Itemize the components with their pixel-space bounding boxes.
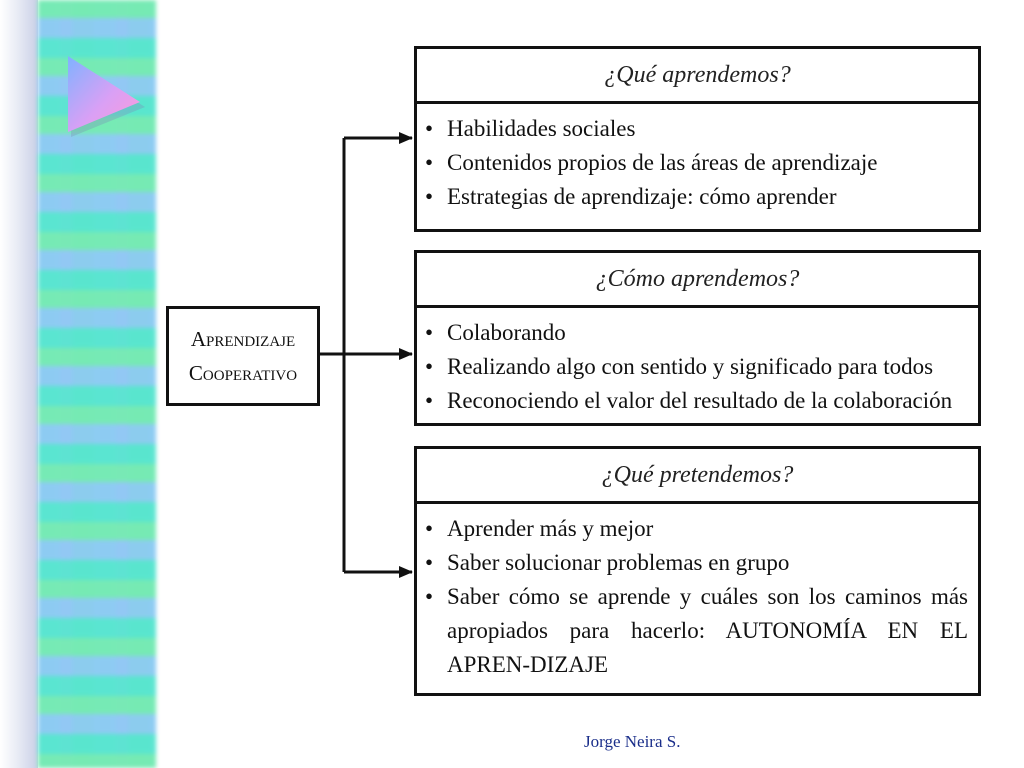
list-item: • Saber cómo se aprende y cuáles son los caminos más apropiados para hacerlo: AUTONOMÍA EN EL APREN-DIZAJE — [425, 580, 978, 682]
panel-que-pretendemos — [414, 446, 981, 696]
list-item: • Aprender más y mejor — [425, 512, 978, 546]
central-node-line2: Cooperativo — [188, 361, 298, 385]
list-item: • Colaborando — [425, 316, 978, 350]
panel-title: ¿Qué aprendemos? — [417, 49, 978, 104]
list-item: • Realizando algo con sentido y significado para todos — [425, 350, 978, 384]
central-node — [166, 306, 320, 406]
list-item: • Reconociendo el valor del resultado de la colaboración — [425, 384, 978, 418]
panel-title: ¿Qué pretendemos? — [417, 449, 978, 504]
panel-title: ¿Cómo aprendemos? — [417, 253, 978, 308]
central-node-line1: Aprendizaje — [190, 327, 296, 351]
panel-que-aprendemos — [414, 46, 981, 232]
panel-como-aprendemos — [414, 250, 981, 426]
list-item: • Contenidos propios de las áreas de aprendizaje — [425, 146, 978, 180]
list-item: • Estrategias de aprendizaje: cómo aprender — [425, 180, 978, 214]
list-item: • Saber solucionar problemas en grupo — [425, 546, 978, 580]
list-item: • Habilidades sociales — [425, 112, 978, 146]
author-footer: Jorge Neira S. — [584, 732, 681, 751]
